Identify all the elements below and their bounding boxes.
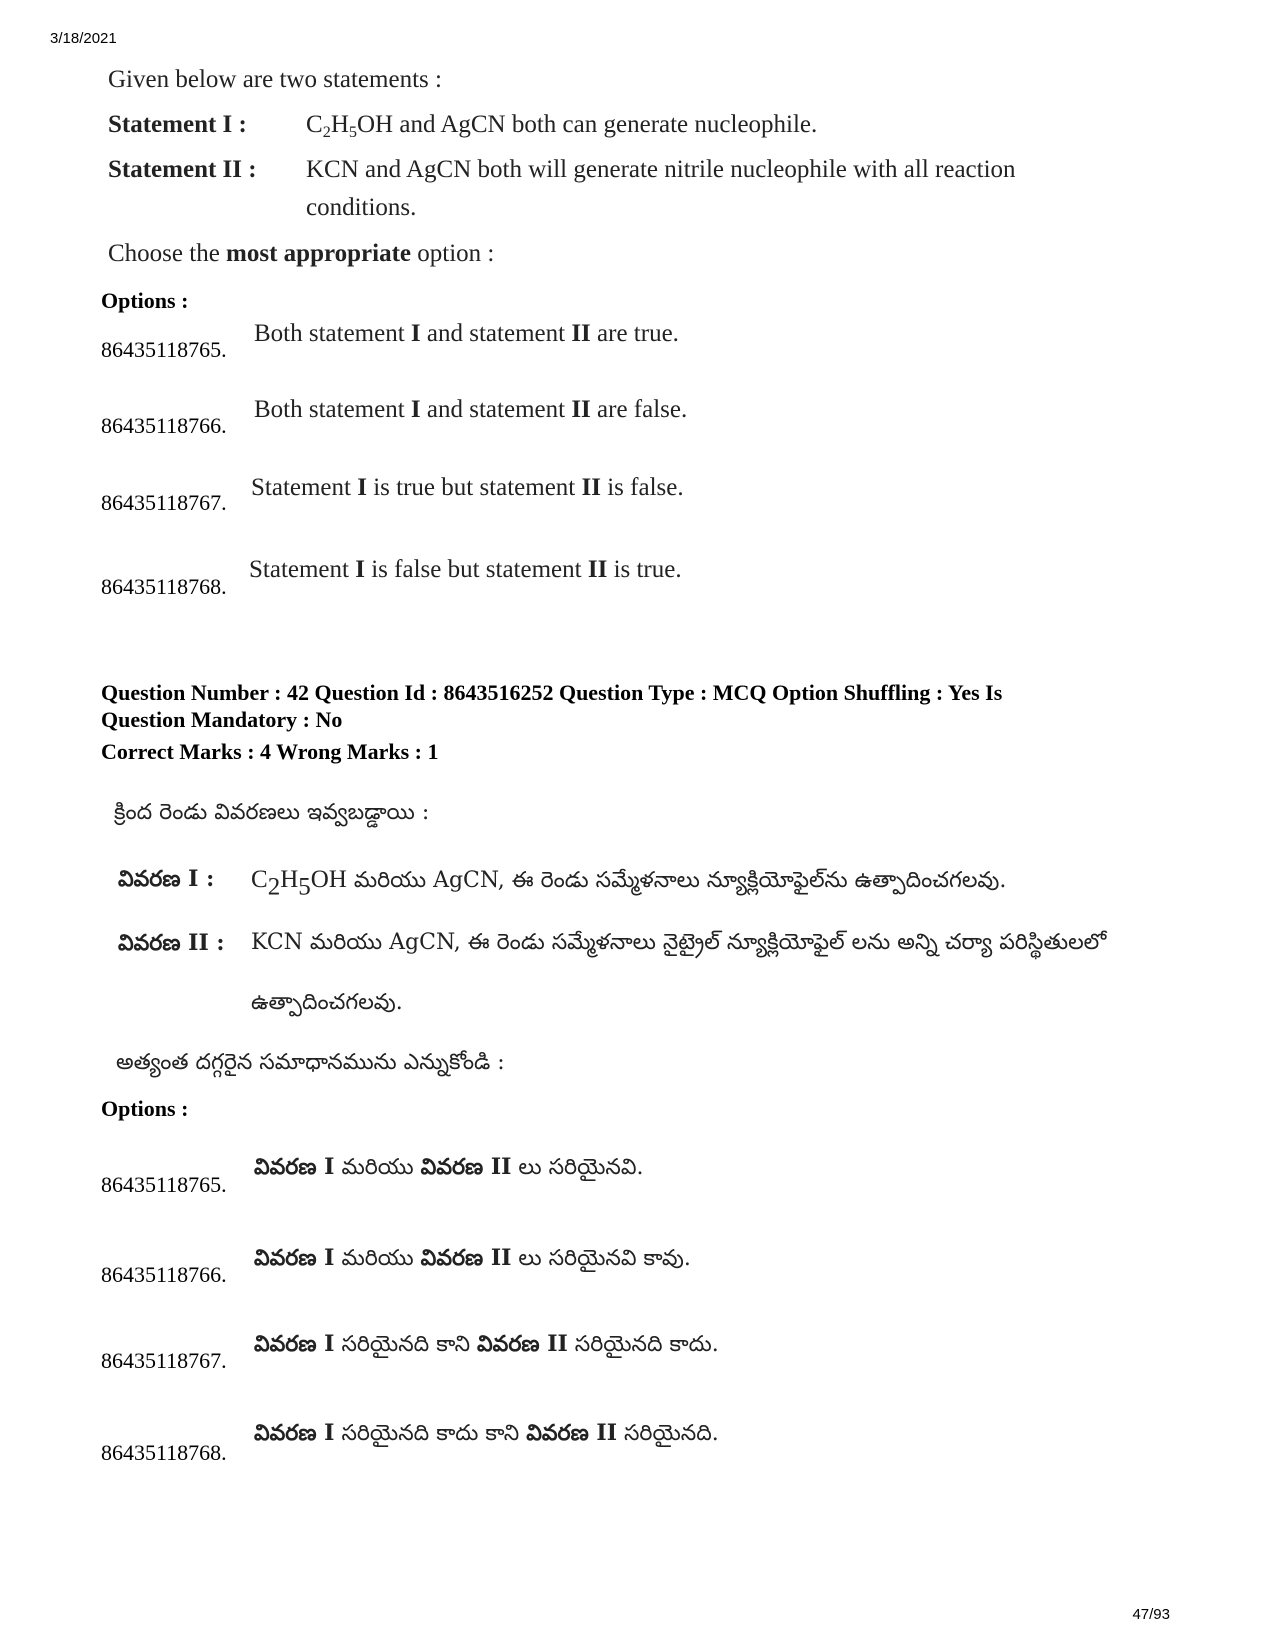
q42-statement-1-label: వివరణ I : [118, 866, 215, 892]
q42-meta-line-1: Question Number : 42 Question Id : 8643516252 Question Type : MCQ Option Shuffling : Yes Is [101, 680, 1003, 705]
q41-option-id: 86435118765. [101, 337, 227, 362]
q42-option-id: 86435118765. [101, 1172, 227, 1197]
q42-statement-2-label: వివరణ II : [118, 930, 225, 956]
q42-option-text: వివరణ I సరియైనది కాని వివరణ II సరియైనది కాదు. [254, 1331, 719, 1357]
page-date: 3/18/2021 [50, 30, 117, 47]
q41-option-id: 86435118767. [101, 490, 227, 515]
q41-statement-2-line2: conditions. [306, 194, 417, 221]
q41-choose: Choose the most appropriate option : [108, 240, 495, 267]
q42-statement-2-line1: KCN మరియు AgCN, ఈ రెండు సమ్మేళనాలు నైట్రైల్ న్యూక్లియోఫైల్ లను అన్ని చర్యా పరిస్థితులలో [251, 930, 1107, 955]
q42-option-text: వివరణ I సరియైనది కాదు కాని వివరణ II సరియైనది. [254, 1420, 719, 1446]
q42-option-id: 86435118768. [101, 1440, 227, 1465]
q42-option-text: వివరణ I మరియు వివరణ II లు సరియైనవి కావు. [254, 1245, 691, 1271]
q41-option-text: Statement I is true but statement II is false. [251, 474, 684, 501]
q41-option-id: 86435118766. [101, 413, 227, 438]
q41-statement-2-line1: KCN and AgCN both will generate nitrile nucleophile with all reaction [306, 156, 1016, 183]
q41-statement-1-label: Statement I : [108, 111, 247, 138]
q42-option-text: వివరణ I మరియు వివరణ II లు సరియైనవి. [254, 1154, 644, 1180]
q42-statement-1-text: $C_2H_5OH$ మరియు AgCN, ఈ రెండు సమ్మేళనాలు న్యూక్లియోఫైల్‌ను ఉత్పాదించగలవు. [251, 866, 1007, 901]
q41-options-heading: Options : [101, 288, 189, 313]
page-number: 47/93 [1132, 1606, 1170, 1623]
q41-statement-1 [108, 111, 247, 139]
q42-statement-2-line2: ఉత్పాదించగలవు. [251, 990, 403, 1015]
q41-statement-2-label: Statement II : [108, 156, 257, 183]
q41-option-text: Both statement I and statement II are true. [254, 320, 679, 347]
q42-option-id: 86435118767. [101, 1348, 227, 1373]
q42-option-id: 86435118766. [101, 1262, 227, 1287]
q41-option-text: Both statement I and statement II are false. [254, 396, 688, 423]
q42-choose: అత్యంత దగ్గరైన సమాధానమును ఎన్నుకోండి : [116, 1050, 505, 1075]
q41-option-id: 86435118768. [101, 574, 227, 599]
q42-options-heading: Options : [101, 1096, 189, 1121]
q42-meta-line-3: Correct Marks : 4 Wrong Marks : 1 [101, 739, 439, 764]
q42-intro: క్రింద రెండు వివరణలు ఇవ్వబడ్డాయి : [114, 800, 430, 825]
q41-option-text: Statement I is false but statement II is true. [249, 556, 682, 583]
q41-intro: Given below are two statements : [108, 66, 442, 93]
q42-meta-line-2: Question Mandatory : No [101, 707, 343, 732]
q41-statement-1-text: $C_2H_5OH$ and AgCN both can generate nucleophile. [306, 111, 818, 141]
